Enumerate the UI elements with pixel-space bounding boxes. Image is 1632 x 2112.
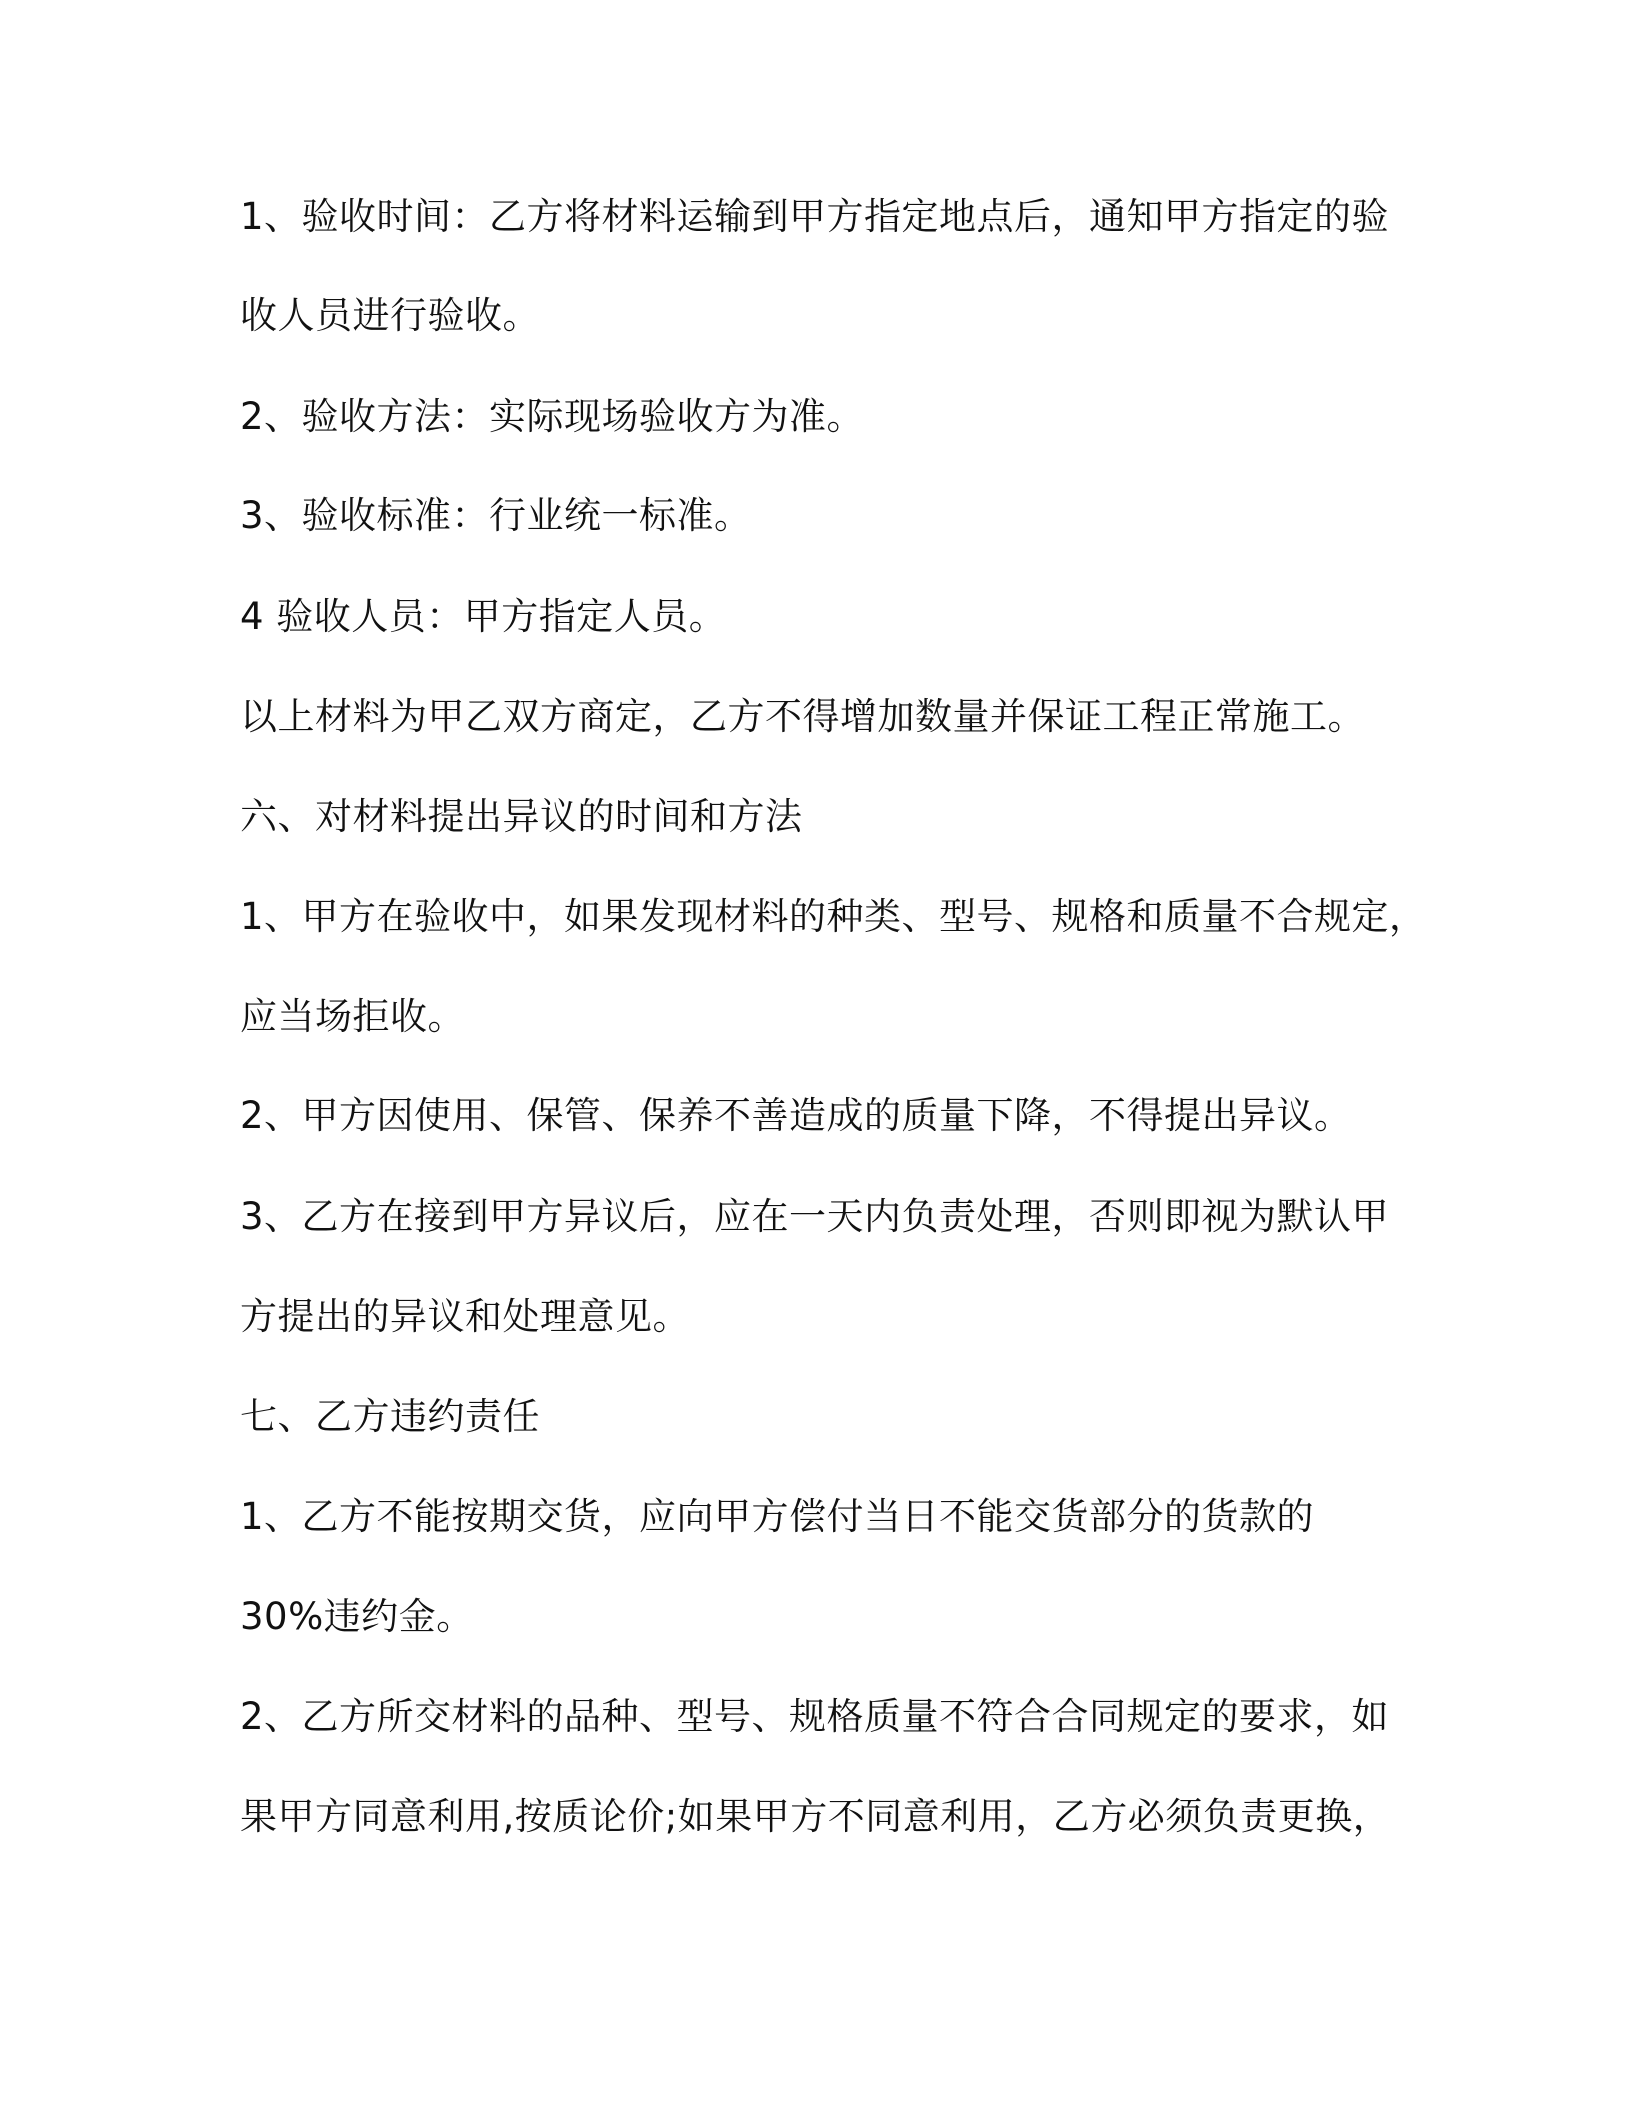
objection-item3-line-2: 方提出的异议和处理意见。 xyxy=(240,1295,690,1338)
acceptance-time-line-2: 收人员进行验收。 xyxy=(240,294,540,337)
objection-item1-line-1: 1、甲方在验收中，如果发现材料的种类、型号、规格和质量不合规定， xyxy=(240,895,1427,938)
acceptance-time-line-1: 1、验收时间：乙方将材料运输到甲方指定地点后，通知甲方指定的验 xyxy=(240,195,1390,238)
breach-item2-line-1: 2、乙方所交材料的品种、型号、规格质量不符合合同规定的要求，如 xyxy=(240,1695,1390,1738)
objection-item2-line: 2、甲方因使用、保管、保养不善造成的质量下降，不得提出异议。 xyxy=(240,1094,1352,1137)
section-six-heading: 六、对材料提出异议的时间和方法 xyxy=(240,795,803,838)
section-seven-heading: 七、乙方违约责任 xyxy=(240,1395,540,1438)
objection-item3-line-1: 3、乙方在接到甲方异议后，应在一天内负责处理，否则即视为默认甲 xyxy=(240,1195,1390,1238)
acceptance-standard-line: 3、验收标准：行业统一标准。 xyxy=(240,494,752,537)
acceptance-method-line: 2、验收方法：实际现场验收方为准。 xyxy=(240,395,865,438)
objection-item1-line-2: 应当场拒收。 xyxy=(240,995,465,1038)
breach-item1-line-1: 1、乙方不能按期交货，应向甲方偿付当日不能交货部分的货款的 xyxy=(240,1495,1315,1538)
breach-item2-line-2: 果甲方同意利用,按质论价;如果甲方不同意利用，乙方必须负责更换， xyxy=(240,1795,1391,1838)
acceptance-personnel-line: 4 验收人员：甲方指定人员。 xyxy=(240,595,727,638)
materials-agreement-line: 以上材料为甲乙双方商定，乙方不得增加数量并保证工程正常施工。 xyxy=(240,695,1365,738)
breach-item1-line-2: 30%违约金。 xyxy=(240,1595,474,1638)
